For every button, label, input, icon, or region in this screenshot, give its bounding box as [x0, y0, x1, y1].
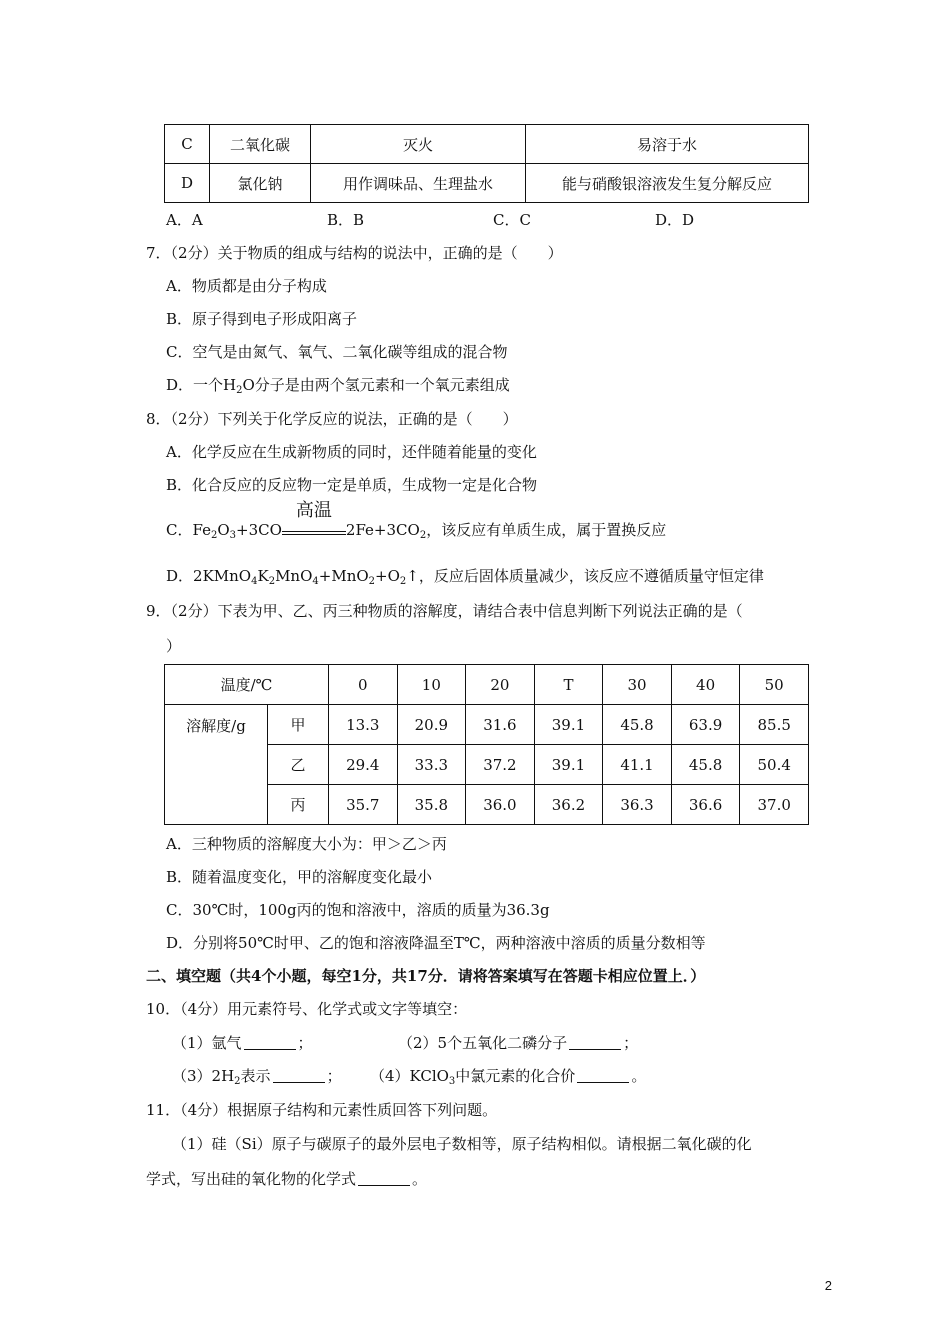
question-8-option-d: D．$2KMnO_4K_2MnO_4+MnO_2+O_2↑$，反应后固体质量减少，该反应不遵循质量守恒定律 [166, 567, 764, 587]
reaction-condition: 高温 [282, 523, 346, 535]
table-row [165, 125, 809, 164]
solubility-label: 溶解度/g [165, 705, 268, 825]
question-7-option-b: B．原子得到电子形成阳离子 [166, 310, 358, 328]
option-a: A．A [166, 211, 203, 229]
table-cell: 85.5 [740, 705, 809, 745]
property-use-table [164, 124, 809, 203]
temp-header: 温度/℃ [165, 665, 329, 705]
section-2-heading: 二、填空题（共4个小题，每空1分，共17分．请将答案填写在答题卡相应位置上．） [146, 967, 706, 985]
table-cell: 13.3 [329, 705, 398, 745]
option-c: C．C [493, 211, 531, 229]
question-11-part-1-cont: 学式，写出硅的氧化物的化学式 。 [146, 1170, 428, 1188]
substance-name: 丙 [268, 785, 329, 825]
table-cell: 63.9 [671, 705, 740, 745]
table-cell: 39.1 [534, 745, 603, 785]
question-9-stem-end: ） [166, 637, 182, 655]
substance-name: 乙 [268, 745, 329, 785]
table-cell: 37.0 [740, 785, 809, 825]
table-cell: 39.1 [534, 705, 603, 745]
question-10-part-1: （1）氩气 ； [172, 1034, 313, 1052]
question-7-option-a: A．物质都是由分子构成 [166, 277, 327, 295]
question-7-stem: 7．（2分）关于物质的组成与结构的说法中，正确的是（ ） [146, 244, 563, 262]
temp-cell: 0 [329, 665, 398, 705]
question-7-option-c: C．空气是由氮气、氧气、二氧化碳等组成的混合物 [166, 343, 508, 361]
table-cell: 易溶于水 [526, 125, 809, 164]
question-8-option-c: C．$Fe_2O_3+3CO$ 高温 $2Fe+3CO_2$，该反应有单质生成，属于置换反应 [166, 500, 667, 541]
question-11-stem: 11．（4分）根据原子结构和元素性质回答下列问题。 [146, 1101, 498, 1119]
table-cell: 33.3 [397, 745, 466, 785]
table-row [165, 164, 809, 203]
table-cell: 37.2 [466, 745, 535, 785]
question-9-stem: 9．（2分）下表为甲、乙、丙三种物质的溶解度，请结合表中信息判断下列说法正确的是（ [146, 602, 743, 620]
table-cell: 31.6 [466, 705, 535, 745]
temp-cell: 50 [740, 665, 809, 705]
question-8-option-a: A．化学反应在生成新物质的同时，还伴随着能量的变化 [166, 443, 537, 461]
table-cell: 36.0 [466, 785, 535, 825]
table-cell: 45.8 [603, 705, 672, 745]
table-cell: 20.9 [397, 705, 466, 745]
table-cell: 41.1 [603, 745, 672, 785]
table-cell: 能与硝酸银溶液发生复分解反应 [526, 164, 809, 203]
temp-cell: 40 [671, 665, 740, 705]
answer-blank[interactable] [273, 1068, 325, 1083]
temp-cell: 10 [397, 665, 466, 705]
question-11-part-1: （1）硅（Si）原子与碳原子的最外层电子数相等，原子结构相似。请根据二氧化碳的化 [172, 1135, 752, 1153]
question-10-part-2: （2）5个五氧化二磷分子 ； [398, 1034, 639, 1052]
table-cell: 用作调味品、生理盐水 [311, 164, 526, 203]
question-9-option-a: A．三种物质的溶解度大小为：甲＞乙＞丙 [166, 835, 447, 853]
question-9-option-b: B．随着温度变化，甲的溶解度变化最小 [166, 868, 433, 886]
temp-cell: 30 [603, 665, 672, 705]
table-cell: D [165, 164, 210, 203]
table-cell: 35.7 [329, 785, 398, 825]
question-10-part-3: $(3)2H_2$表示 ； [172, 1067, 342, 1087]
answer-blank[interactable] [358, 1171, 410, 1186]
temp-cell: 20 [466, 665, 535, 705]
question-9-option-c: C．30℃时，100g丙的饱和溶液中，溶质的质量为36.3g [166, 901, 550, 919]
table-row [165, 665, 809, 705]
answer-blank[interactable] [577, 1068, 629, 1083]
page-number: 2 [824, 1278, 832, 1293]
table-row [165, 705, 809, 745]
table-cell: 50.4 [740, 745, 809, 785]
table-cell: 二氧化碳 [210, 125, 311, 164]
question-10-stem: 10．（4分）用元素符号、化学式或文字等填空： [146, 1000, 468, 1018]
question-8-option-b: B．化合反应的反应物一定是单质，生成物一定是化合物 [166, 476, 538, 494]
option-b: B．B [327, 211, 365, 229]
table-cell: 35.8 [397, 785, 466, 825]
question-7-option-d: D．一个$H_2O$分子是由两个氢元素和一个氧元素组成 [166, 376, 510, 396]
table-cell: C [165, 125, 210, 164]
table-cell: 氯化钠 [210, 164, 311, 203]
option-d: D．D [655, 211, 695, 229]
table-cell: 45.8 [671, 745, 740, 785]
question-10-part-4: （4）KClO$_3$中氯元素的化合价 。 [370, 1067, 647, 1087]
solubility-table [164, 664, 809, 825]
substance-name: 甲 [268, 705, 329, 745]
table-cell: 灭火 [311, 125, 526, 164]
answer-blank[interactable] [569, 1035, 621, 1050]
table-cell: 36.3 [603, 785, 672, 825]
temp-cell: T [534, 665, 603, 705]
table-cell: 36.6 [671, 785, 740, 825]
table-cell: 29.4 [329, 745, 398, 785]
table-cell: 36.2 [534, 785, 603, 825]
question-9-option-d: D．分别将50℃时甲、乙的饱和溶液降温至T℃，两种溶液中溶质的质量分数相等 [166, 934, 706, 952]
answer-blank[interactable] [244, 1035, 296, 1050]
question-8-stem: 8．（2分）下列关于化学反应的说法，正确的是（ ） [146, 410, 518, 428]
